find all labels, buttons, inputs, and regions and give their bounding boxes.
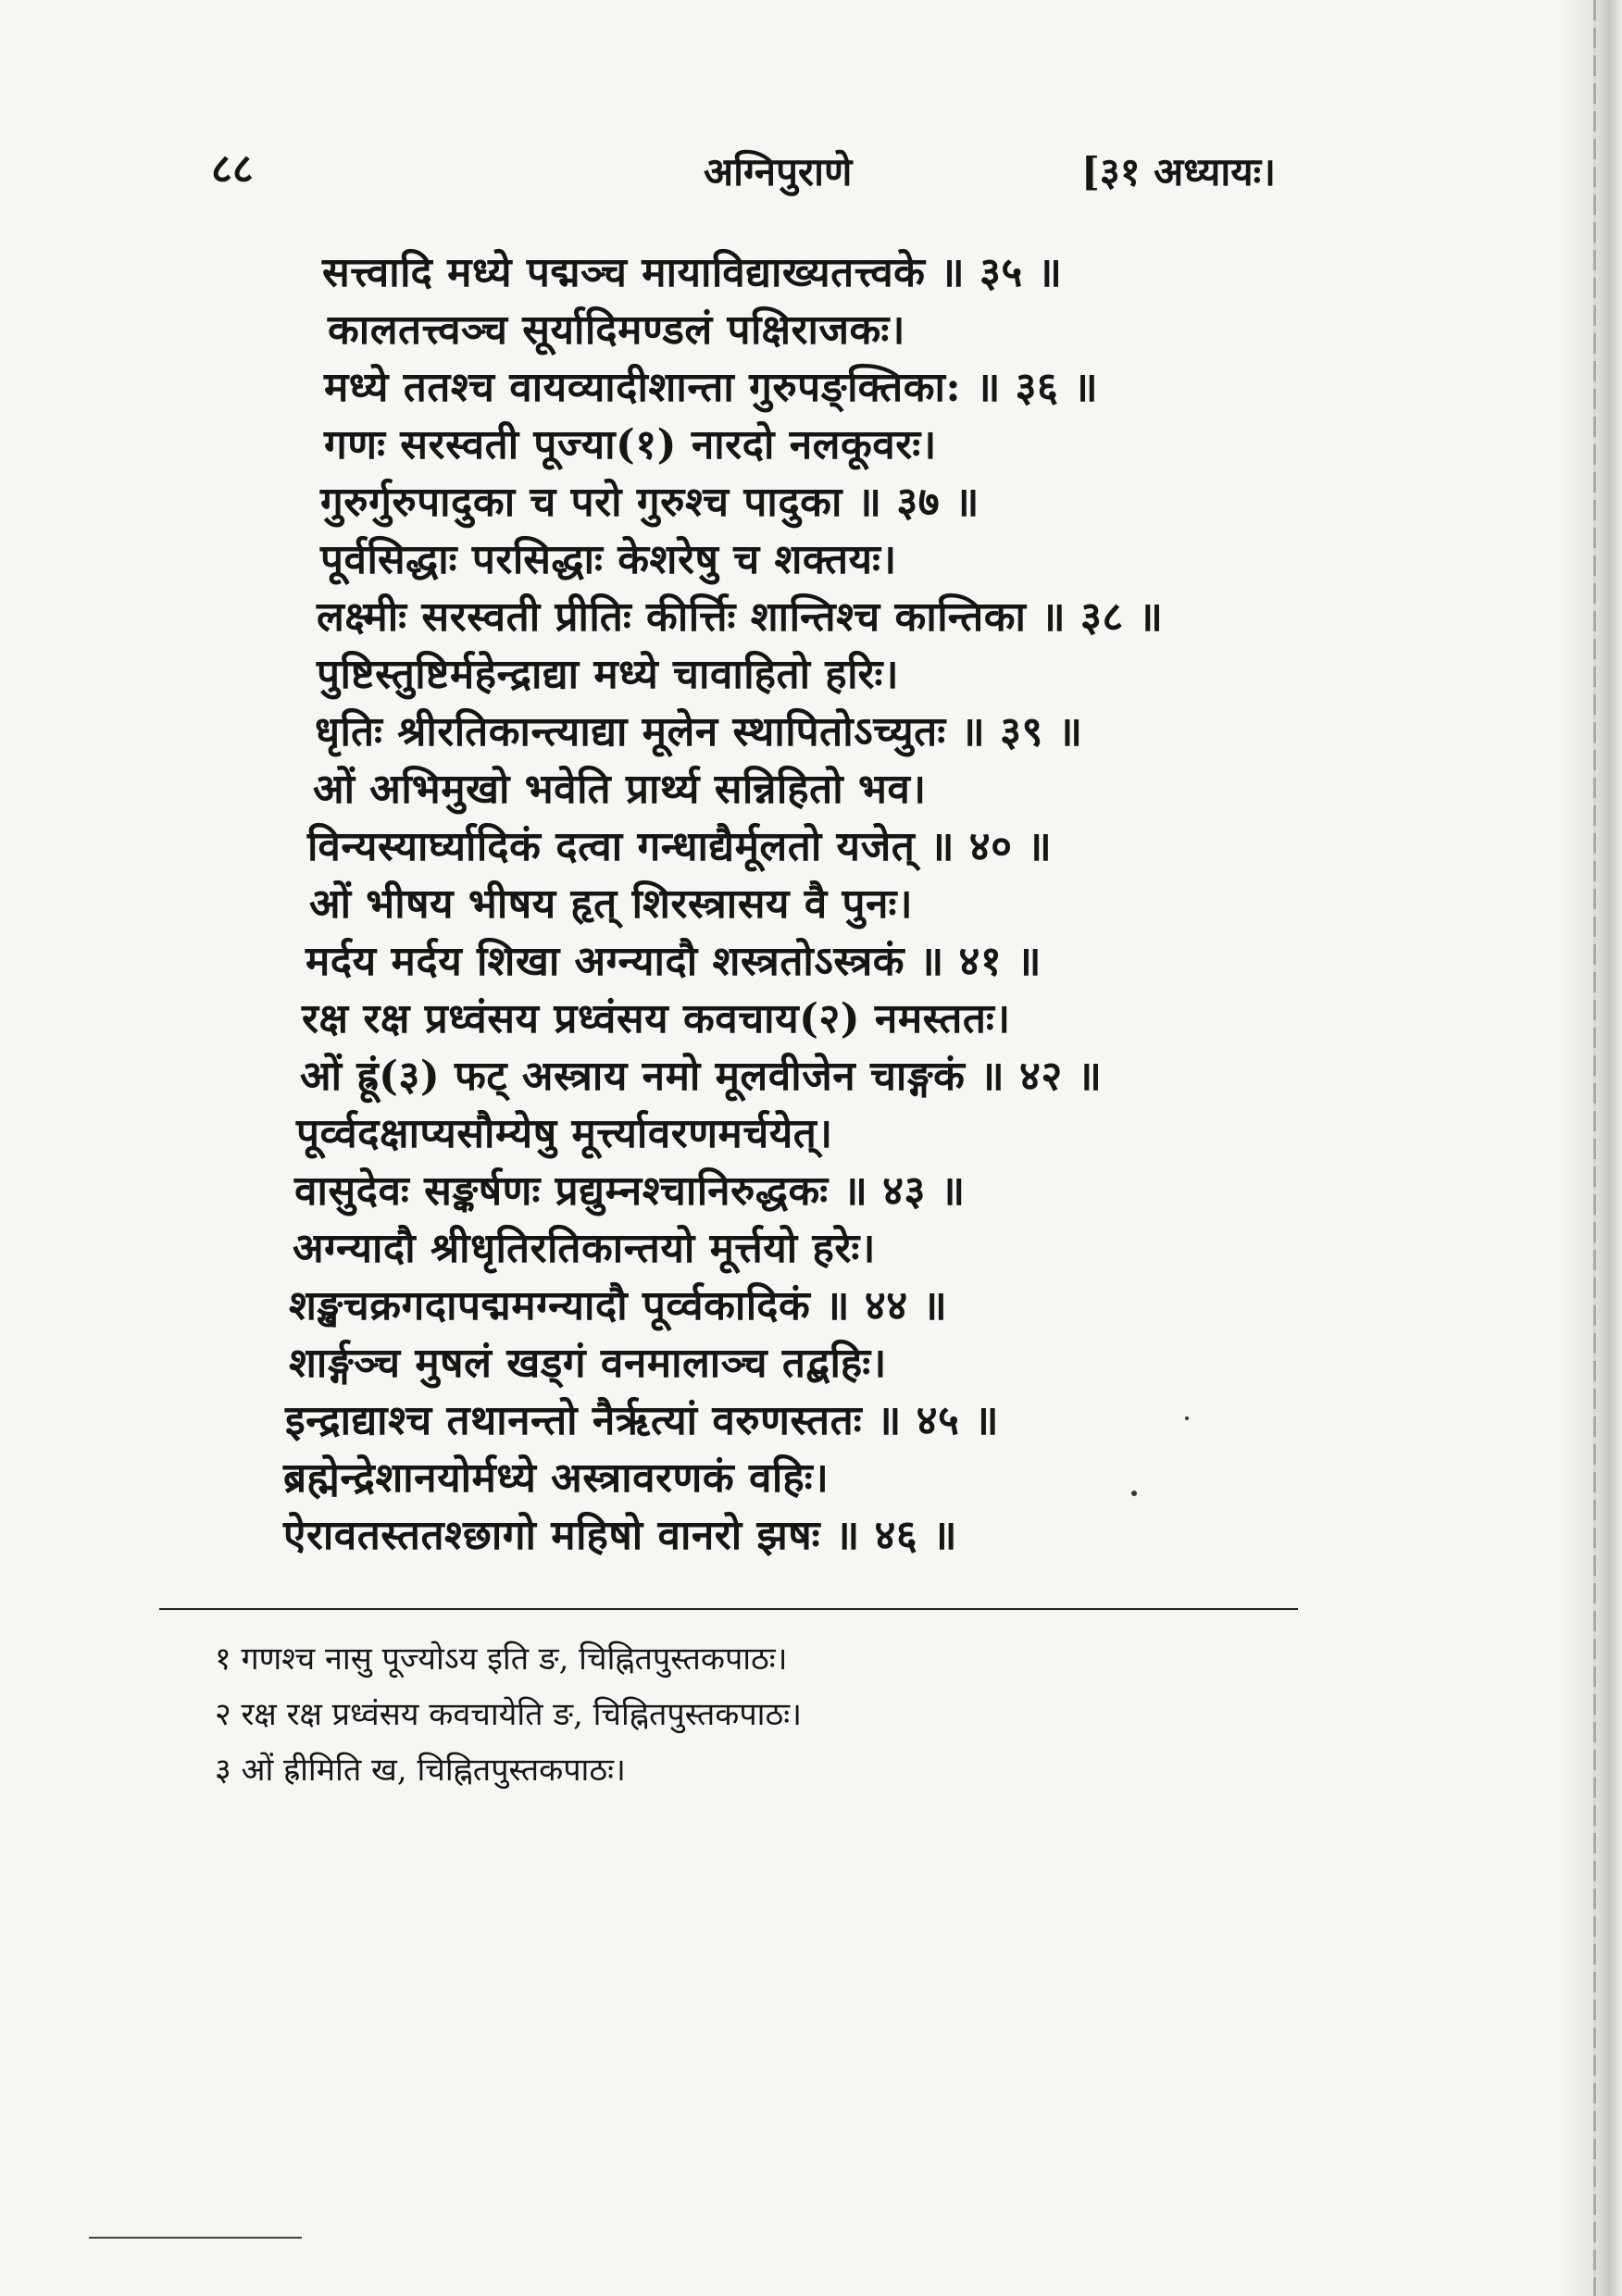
- scan-speck: [1185, 1416, 1189, 1420]
- verse-line: शङ्खचक्रगदापद्ममग्न्यादौ पूर्व्वकादिकं ॥ ४४ ॥: [289, 1282, 948, 1329]
- verse-line: ओं भीषय भीषय हृत् शिरस्त्रासय वै पुनः।: [309, 880, 914, 928]
- verse-line: गुरुर्गुरुपादुका च परो गुरुश्च पादुका ॥ ३७ ॥: [320, 479, 979, 526]
- verse-line: अग्न्यादौ श्रीधृतिरतिकान्तयो मूर्त्तयो हरेः।: [293, 1225, 876, 1272]
- footnotes: [215, 1631, 1418, 1798]
- verse-line: ऐरावतस्ततश्छागो महिषो वानरो झषः ॥ ४६ ॥: [283, 1512, 957, 1559]
- verse-line: धृतिः श्रीरतिकान्त्याद्या मूलेन स्थापितोऽच्युतः ॥ ३९ ॥: [315, 708, 1083, 755]
- footnote: २ रक्ष रक्ष प्रध्वंसय कवचायेति ङ, चिह्नितपुस्तकपाठः।: [215, 1696, 803, 1733]
- verse-line: पुष्टिस्तुष्टिर्महेन्द्राद्या मध्ये चावाहितो हरिः।: [317, 651, 900, 698]
- verse-line: कालतत्त्वञ्च सूर्यादिमण्डलं पक्षिराजकः।: [328, 306, 905, 354]
- verse-line: पूर्व्वदक्षाप्यसौम्येषु मूर्त्त्यावरणमर्चयेत्।: [296, 1110, 833, 1157]
- verse-line: शार्ङ्गञ्च मुषलं खड्गं वनमालाञ्च तद्बहिः।: [289, 1340, 887, 1387]
- binding-shadow: [1557, 0, 1622, 2296]
- verse-line: गणः सरस्वती पूज्या(१) नारदो नलकूवरः।: [324, 421, 937, 468]
- verse-line: पूर्वसिद्धाः परसिद्धाः केशरेषु च शक्तयः।: [320, 536, 897, 583]
- verse-line: लक्ष्मीः सरस्वती प्रीतिः कीर्त्तिः शान्तिश्च कान्तिका ॥ ३८ ॥: [317, 593, 1164, 641]
- page-header: [0, 139, 1622, 204]
- verse-line: रक्ष रक्ष प्रध्वंसय प्रध्वंसय कवचाय(२) नमस्ततः।: [302, 995, 1011, 1042]
- footnote-divider: [159, 1608, 1298, 1610]
- scan-speck: [1131, 1491, 1137, 1496]
- footnote: १ गणश्च नासु पूज्योऽय इति ङ, चिह्नितपुस्तकपाठः।: [215, 1641, 788, 1678]
- verse-line: मर्दय मर्दय शिखा अग्न्यादौ शस्त्रतोऽस्त्रकं ॥ ४१ ॥: [306, 938, 1042, 985]
- verse-line: ब्रह्मेन्द्रेशानयोर्मध्ये अस्त्रावरणकं वहिः।: [283, 1454, 830, 1502]
- verse-line: सत्त्वादि मध्ये पद्मञ्च मायाविद्याख्यतत्त्वके ॥ ३५ ॥: [322, 249, 1063, 296]
- verse-line: विन्यस्यार्घ्यादिकं दत्वा गन्धाद्यैर्मूलतो यजेत् ॥ ४० ॥: [307, 823, 1053, 870]
- verse-line: मध्ये ततश्च वायव्यादीशान्ता गुरुपङ्क्तिका: ॥ ३६ ॥: [324, 364, 1099, 411]
- page-number: ८८: [211, 145, 254, 193]
- verse-line: ओं ह्रूं(३) फट् अस्त्राय नमो मूलवीजेन चाङ्गकं ॥ ४२ ॥: [300, 1053, 1103, 1100]
- footnote: ३ ओं ह्रीमिति ख, चिह्नितपुस्तकपाठः।: [215, 1752, 626, 1789]
- bottom-rule: [89, 2237, 302, 2239]
- verse-line: वासुदेवः सङ्कर्षणः प्रद्युम्नश्चानिरुद्धकः ॥ ४३ ॥: [294, 1167, 966, 1215]
- running-title: अग्निपुराणे: [704, 149, 853, 194]
- verse-line: ओं अभिमुखो भवेति प्रार्थ्य सन्निहितो भव।: [313, 766, 927, 813]
- chapter-label: [३१ अध्यायः।: [1081, 149, 1277, 194]
- verse-line: इन्द्राद्याश्च तथानन्तो नैर्ऋत्यां वरुणस्ततः ॥ ४५ ॥: [285, 1397, 1000, 1444]
- binding-edge-line: [1593, 0, 1596, 2296]
